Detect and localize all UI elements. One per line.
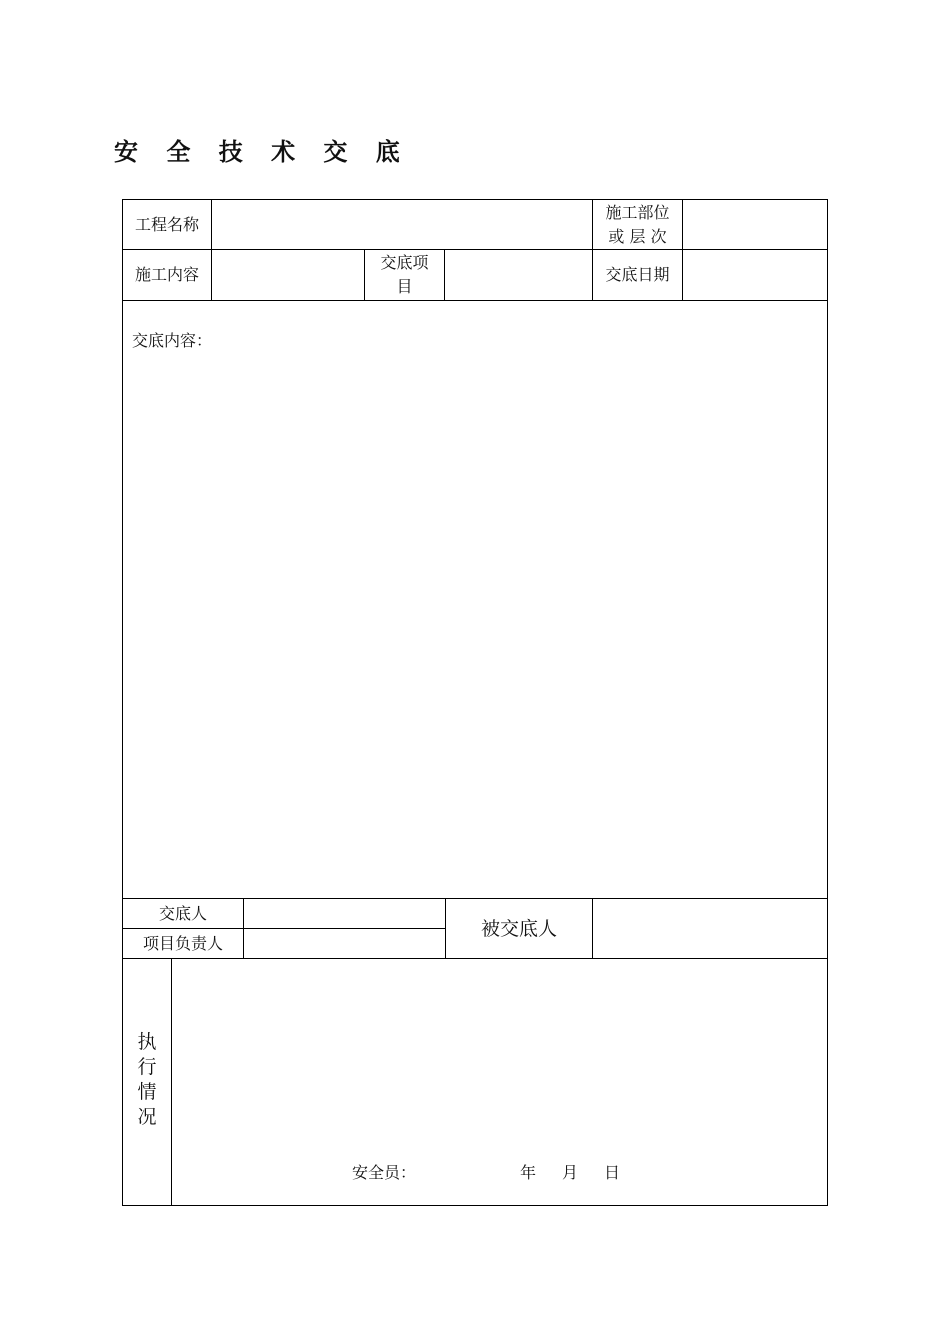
construction-part-field[interactable]	[683, 200, 827, 249]
execution-char: 行	[137, 1056, 157, 1078]
briefing-item-label	[365, 250, 444, 300]
construction-part-label-line2: 或 层 次	[608, 226, 667, 246]
project-name-field[interactable]	[212, 200, 592, 249]
project-manager-label: 项目负责人	[142, 933, 223, 953]
briefing-item-label-line1: 交底项	[380, 253, 429, 272]
safety-officer-field[interactable]	[418, 1158, 508, 1184]
recipient-field[interactable]	[593, 899, 827, 958]
briefing-content-area[interactable]	[123, 355, 827, 898]
safety-officer-label: 安全员：	[352, 1163, 417, 1182]
execution-char: 情	[137, 1081, 157, 1103]
page-title: 安 全 技 术 交 底	[114, 138, 410, 166]
execution-status-label	[123, 1030, 171, 1130]
execution-char: 执	[137, 1031, 157, 1053]
month-label: 月	[562, 1163, 579, 1182]
discloser-field[interactable]	[244, 899, 445, 928]
construction-content-label: 施工内容	[134, 265, 199, 284]
recipient-label: 被交底人	[480, 917, 557, 940]
project-name-label: 工程名称	[134, 214, 199, 234]
briefing-item-field[interactable]	[445, 250, 592, 300]
table-border-bottom	[122, 1205, 828, 1206]
year-label: 年	[520, 1163, 537, 1182]
discloser-label: 交底人	[158, 903, 207, 923]
execution-status-area[interactable]	[172, 959, 827, 1149]
execution-char: 况	[137, 1106, 157, 1128]
construction-part-label	[593, 200, 682, 249]
briefing-date-label: 交底日期	[605, 265, 670, 284]
project-manager-field[interactable]	[244, 929, 445, 958]
construction-part-label-line1: 施工部位	[605, 202, 670, 222]
table-rule	[122, 300, 828, 301]
briefing-content-label: 交底内容：	[132, 331, 213, 350]
table-border-right	[827, 199, 828, 1206]
day-label: 日	[604, 1163, 621, 1182]
construction-content-field[interactable]	[212, 250, 364, 300]
briefing-item-label-line2: 目	[396, 277, 413, 296]
briefing-date-field[interactable]	[683, 250, 827, 300]
